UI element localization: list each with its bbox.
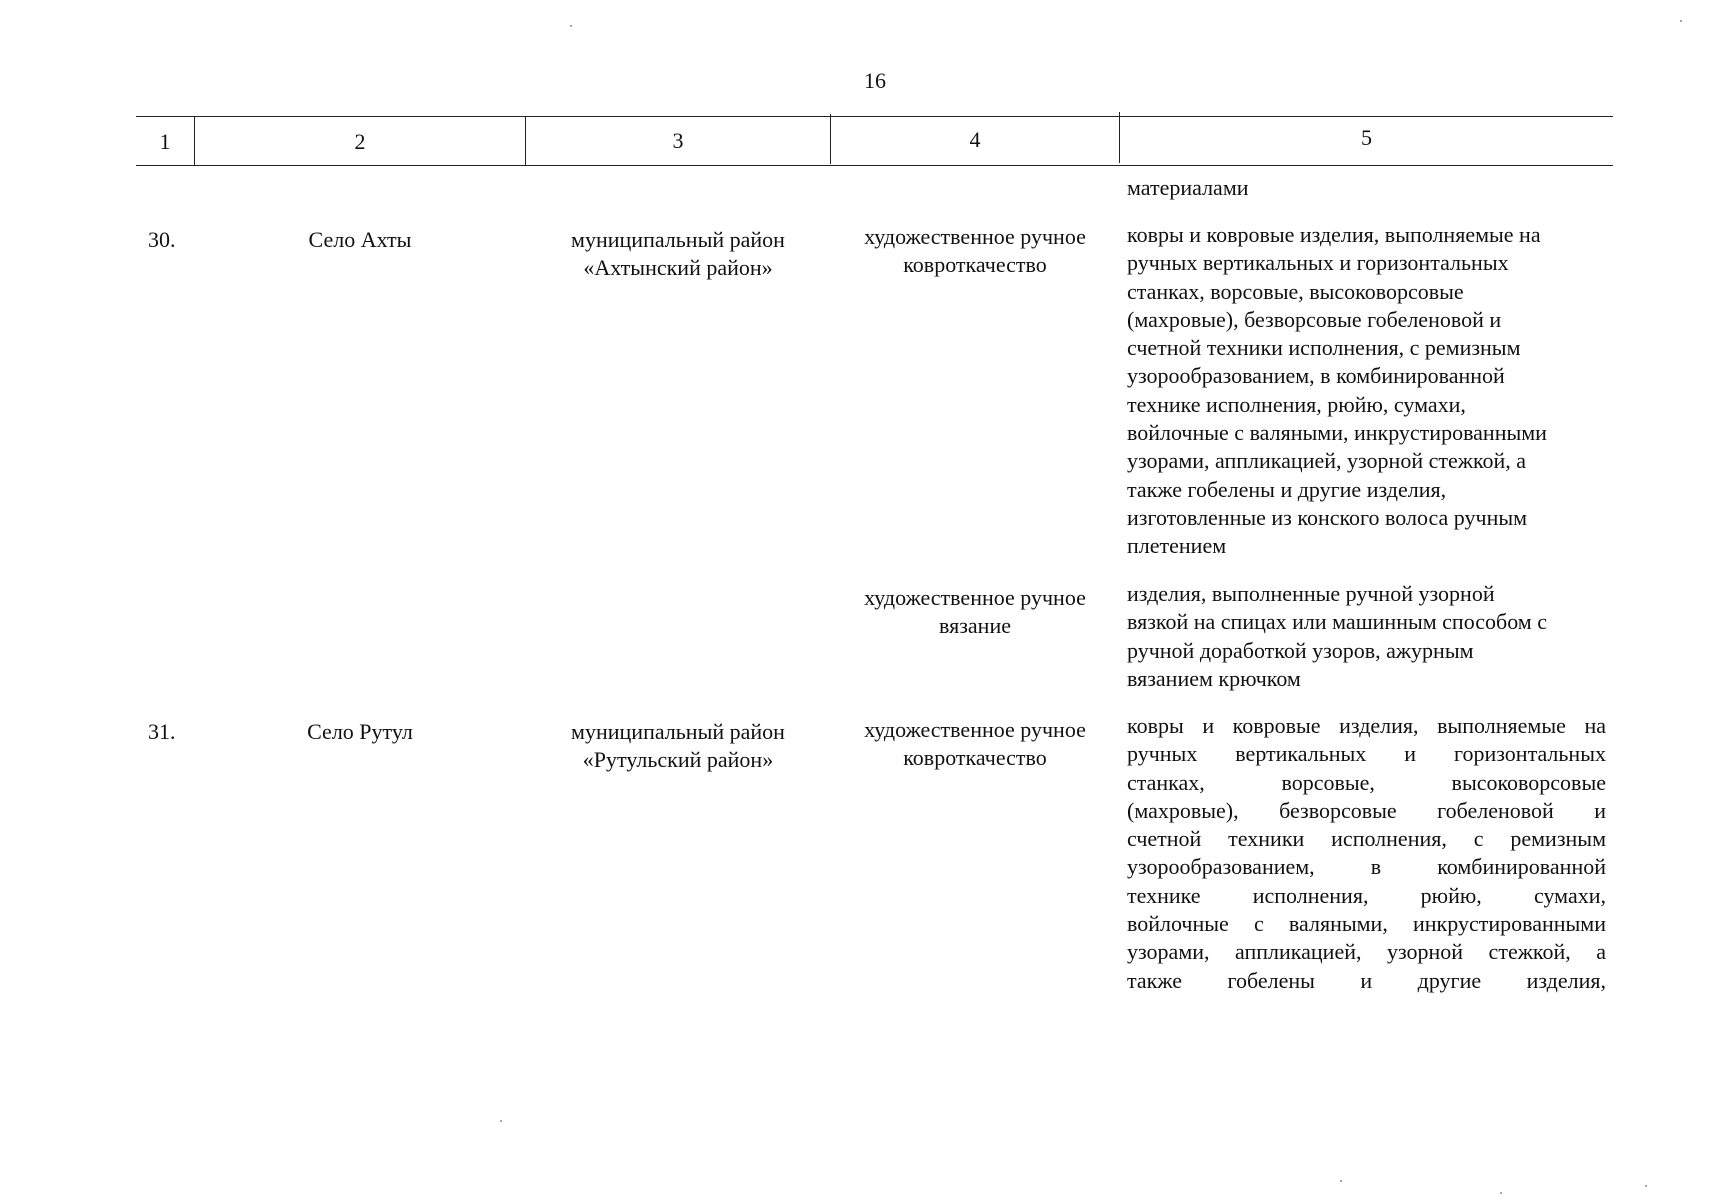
- page-number: 16: [864, 68, 886, 93]
- row-31-number: 31.: [148, 719, 176, 744]
- row-31-district: муниципальный район «Рутульский район»: [571, 719, 785, 773]
- row-30-craft-2-type: художественное ручное вязание: [864, 585, 1086, 639]
- row-30-district: муниципальный район «Ахтынский район»: [571, 227, 785, 281]
- column-header-4: 4: [969, 127, 981, 152]
- table-header-top-line: [136, 116, 1613, 117]
- scan-speck: [1500, 1192, 1502, 1194]
- column-header-1: 1: [159, 129, 171, 154]
- row-30-craft-2-description: изделия, выполненные ручной узорной вязкой на спицах или машинным способом с ручной доработкой узоров, ажурным вязанием крючком: [1127, 581, 1547, 691]
- scan-speck: [570, 25, 572, 27]
- scan-speck: [500, 1120, 502, 1122]
- row-31-place: Село Рутул: [307, 719, 413, 744]
- column-header-2: 2: [354, 129, 366, 154]
- scan-speck: [1340, 1180, 1342, 1182]
- row-30-place: Село Ахты: [308, 227, 412, 252]
- row-31-craft-1-description: ковры и ковровые изделия, выполняемые на ручных вертикальных и горизонтальных станках, ворсовые, высоковорсовые (махровые), безворсовые гобеленовой и счетной техники исполнения, с ремизным узорообразованием, в комбинированной технике исполнения, рюйю, сумахи, войлочные с валяными, инкрустированными узорами, аппликацией, узорной стежкой, а также гобелены и другие изделия,: [1127, 713, 1606, 993]
- scan-speck: [1645, 1185, 1647, 1187]
- column-header-3: 3: [672, 128, 684, 153]
- row-30-number: 30.: [148, 227, 176, 252]
- continuation-text: материалами: [1127, 175, 1249, 200]
- row-30-craft-1-description: ковры и ковровые изделия, выполняемые на ручных вертикальных и горизонтальных станках, ворсовые, высоковорсовые (махровые), безворсовые гобеленовой и счетной техники исполнения, с ремизным узорообразованием, в комбинированной технике исполнения, рюйю, сумахи, войлочные с валяными, инкрустированными узорами, аппликацией, узорной стежкой, а также гобелены и другие изделия, изготовленные из конского волоса ручным плетением: [1127, 222, 1547, 559]
- table-header-bottom-line: [136, 165, 1613, 166]
- row-30-craft-1-type: художественное ручное ковроткачество: [864, 224, 1086, 278]
- column-header-5: 5: [1361, 125, 1372, 150]
- row-31-craft-1-type: художественное ручное ковроткачество: [864, 717, 1086, 771]
- scan-speck: [1680, 20, 1682, 22]
